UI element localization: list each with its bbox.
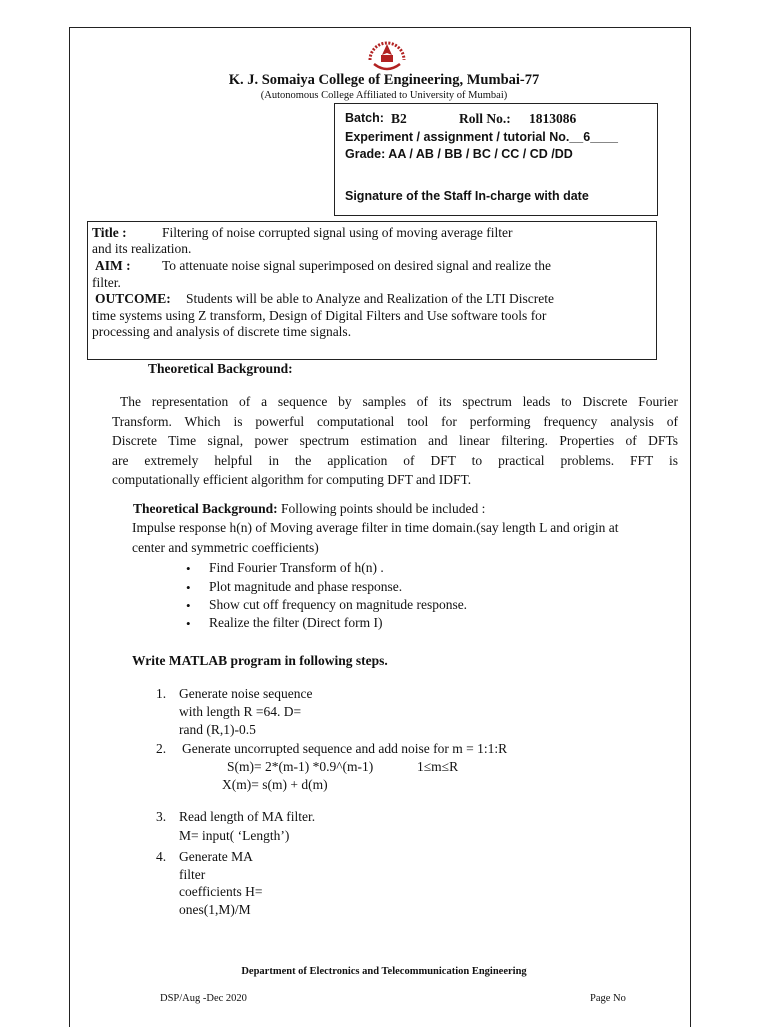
title-label: Title : bbox=[92, 225, 127, 240]
theory-heading-2: Theoretical Background: bbox=[133, 501, 278, 516]
bullet-icon: • bbox=[186, 616, 191, 631]
para-line: Transform. Which is powerful computational tool for performing frequency analysis of bbox=[112, 413, 678, 429]
step-number: 4. bbox=[156, 849, 167, 864]
impulse-line-2: center and symmetric coefficients) bbox=[132, 540, 319, 555]
aim-label: AIM : bbox=[95, 258, 131, 273]
bullet-item: Plot magnitude and phase response. bbox=[209, 579, 403, 594]
aim-text-1: To attenuate noise signal superimposed on desired signal and realize the bbox=[162, 258, 551, 273]
outcome-text-1: Students will be able to Analyze and Realization of the LTI Discrete bbox=[186, 291, 555, 306]
step4-line: Generate MA bbox=[179, 849, 253, 864]
batch-info-box bbox=[334, 103, 658, 216]
footer-course: DSP/Aug -Dec 2020 bbox=[160, 993, 247, 1004]
title-text-2: and its realization. bbox=[92, 241, 192, 256]
grade-line: Grade: AA / AB / BB / BC / CC / CD /DD bbox=[345, 147, 573, 161]
step2-equation-2: X(m)= s(m) + d(m) bbox=[222, 777, 328, 792]
step2-equation-1: S(m)= 2*(m-1) *0.9^(m-1) bbox=[227, 759, 374, 774]
step-number: 2. bbox=[156, 741, 167, 756]
step3-line: Read length of MA filter. bbox=[179, 809, 316, 824]
step-number: 1. bbox=[156, 686, 167, 701]
step1-line: with length R =64. D= bbox=[179, 704, 302, 719]
footer-page: Page No bbox=[590, 993, 626, 1004]
outcome-text-3: processing and analysis of discrete time signals. bbox=[92, 324, 352, 339]
step2-equation-range: 1≤m≤R bbox=[417, 759, 459, 774]
theory-paragraph bbox=[112, 392, 678, 490]
college-logo bbox=[364, 34, 410, 76]
experiment-line: Experiment / assignment / tutorial No.__6____ bbox=[345, 130, 619, 144]
batch-value: B2 bbox=[391, 111, 407, 126]
theory-heading-2-rest: Following points should be included : bbox=[281, 501, 486, 516]
outcome-label: OUTCOME: bbox=[95, 291, 171, 306]
step4-line: ones(1,M)/M bbox=[179, 902, 251, 917]
bullet-item: Realize the filter (Direct form I) bbox=[209, 615, 383, 630]
impulse-line-1: Impulse response h(n) of Moving average filter in time domain.(say length L and origin at bbox=[132, 520, 619, 535]
theory-heading-2-line bbox=[133, 501, 485, 517]
roll-value: 1813086 bbox=[529, 111, 577, 126]
college-name: K. J. Somaiya College of Engineering, Mumbai-77 bbox=[228, 72, 540, 88]
theory-heading: Theoretical Background: bbox=[148, 361, 293, 376]
para-line: computationally efficient algorithm for computing DFT and IDFT. bbox=[112, 472, 472, 487]
college-subtitle: (Autonomous College Affiliated to University of Mumbai) bbox=[260, 90, 508, 101]
para-line: are extremely helpful in the application of DFT to practical problems. FFT is bbox=[112, 452, 678, 468]
step4-line: filter bbox=[179, 867, 206, 882]
batch-label: Batch: bbox=[345, 111, 384, 125]
bullet-item: Show cut off frequency on magnitude response. bbox=[209, 597, 468, 612]
outcome-text-2: time systems using Z transform, Design of Digital Filters and Use software tools for bbox=[92, 308, 547, 323]
step1-line: rand (R,1)-0.5 bbox=[179, 722, 256, 737]
bullet-icon: • bbox=[186, 580, 191, 595]
para-line: The representation of a sequence by samples of its spectrum leads to Discrete Fourier bbox=[120, 394, 678, 409]
matlab-heading: Write MATLAB program in following steps. bbox=[132, 653, 388, 668]
bullet-icon: • bbox=[186, 598, 191, 613]
roll-label: Roll No.: bbox=[459, 111, 511, 126]
signature-line: Signature of the Staff In-charge with date bbox=[345, 189, 589, 203]
para-line: Discrete Time signal, power spectrum estimation and linear filtering. Properties of DFTs bbox=[112, 433, 678, 448]
title-text-1: Filtering of noise corrupted signal using of moving average filter bbox=[162, 225, 513, 240]
step3-line: M= input( ‘Length’) bbox=[179, 828, 290, 843]
step4-line: coefficients H= bbox=[179, 884, 263, 899]
step-number: 3. bbox=[156, 809, 167, 824]
title-aim-outcome-box bbox=[87, 221, 657, 360]
footer-department: Department of Electronics and Telecommunication Engineering bbox=[241, 966, 527, 977]
bullet-icon: • bbox=[186, 561, 191, 576]
bullet-item: Find Fourier Transform of h(n) . bbox=[209, 560, 384, 575]
aim-text-2: filter. bbox=[92, 275, 121, 290]
step2-line: Generate uncorrupted sequence and add noise for m = 1:1:R bbox=[182, 741, 508, 756]
step1-line: Generate noise sequence bbox=[179, 686, 313, 701]
